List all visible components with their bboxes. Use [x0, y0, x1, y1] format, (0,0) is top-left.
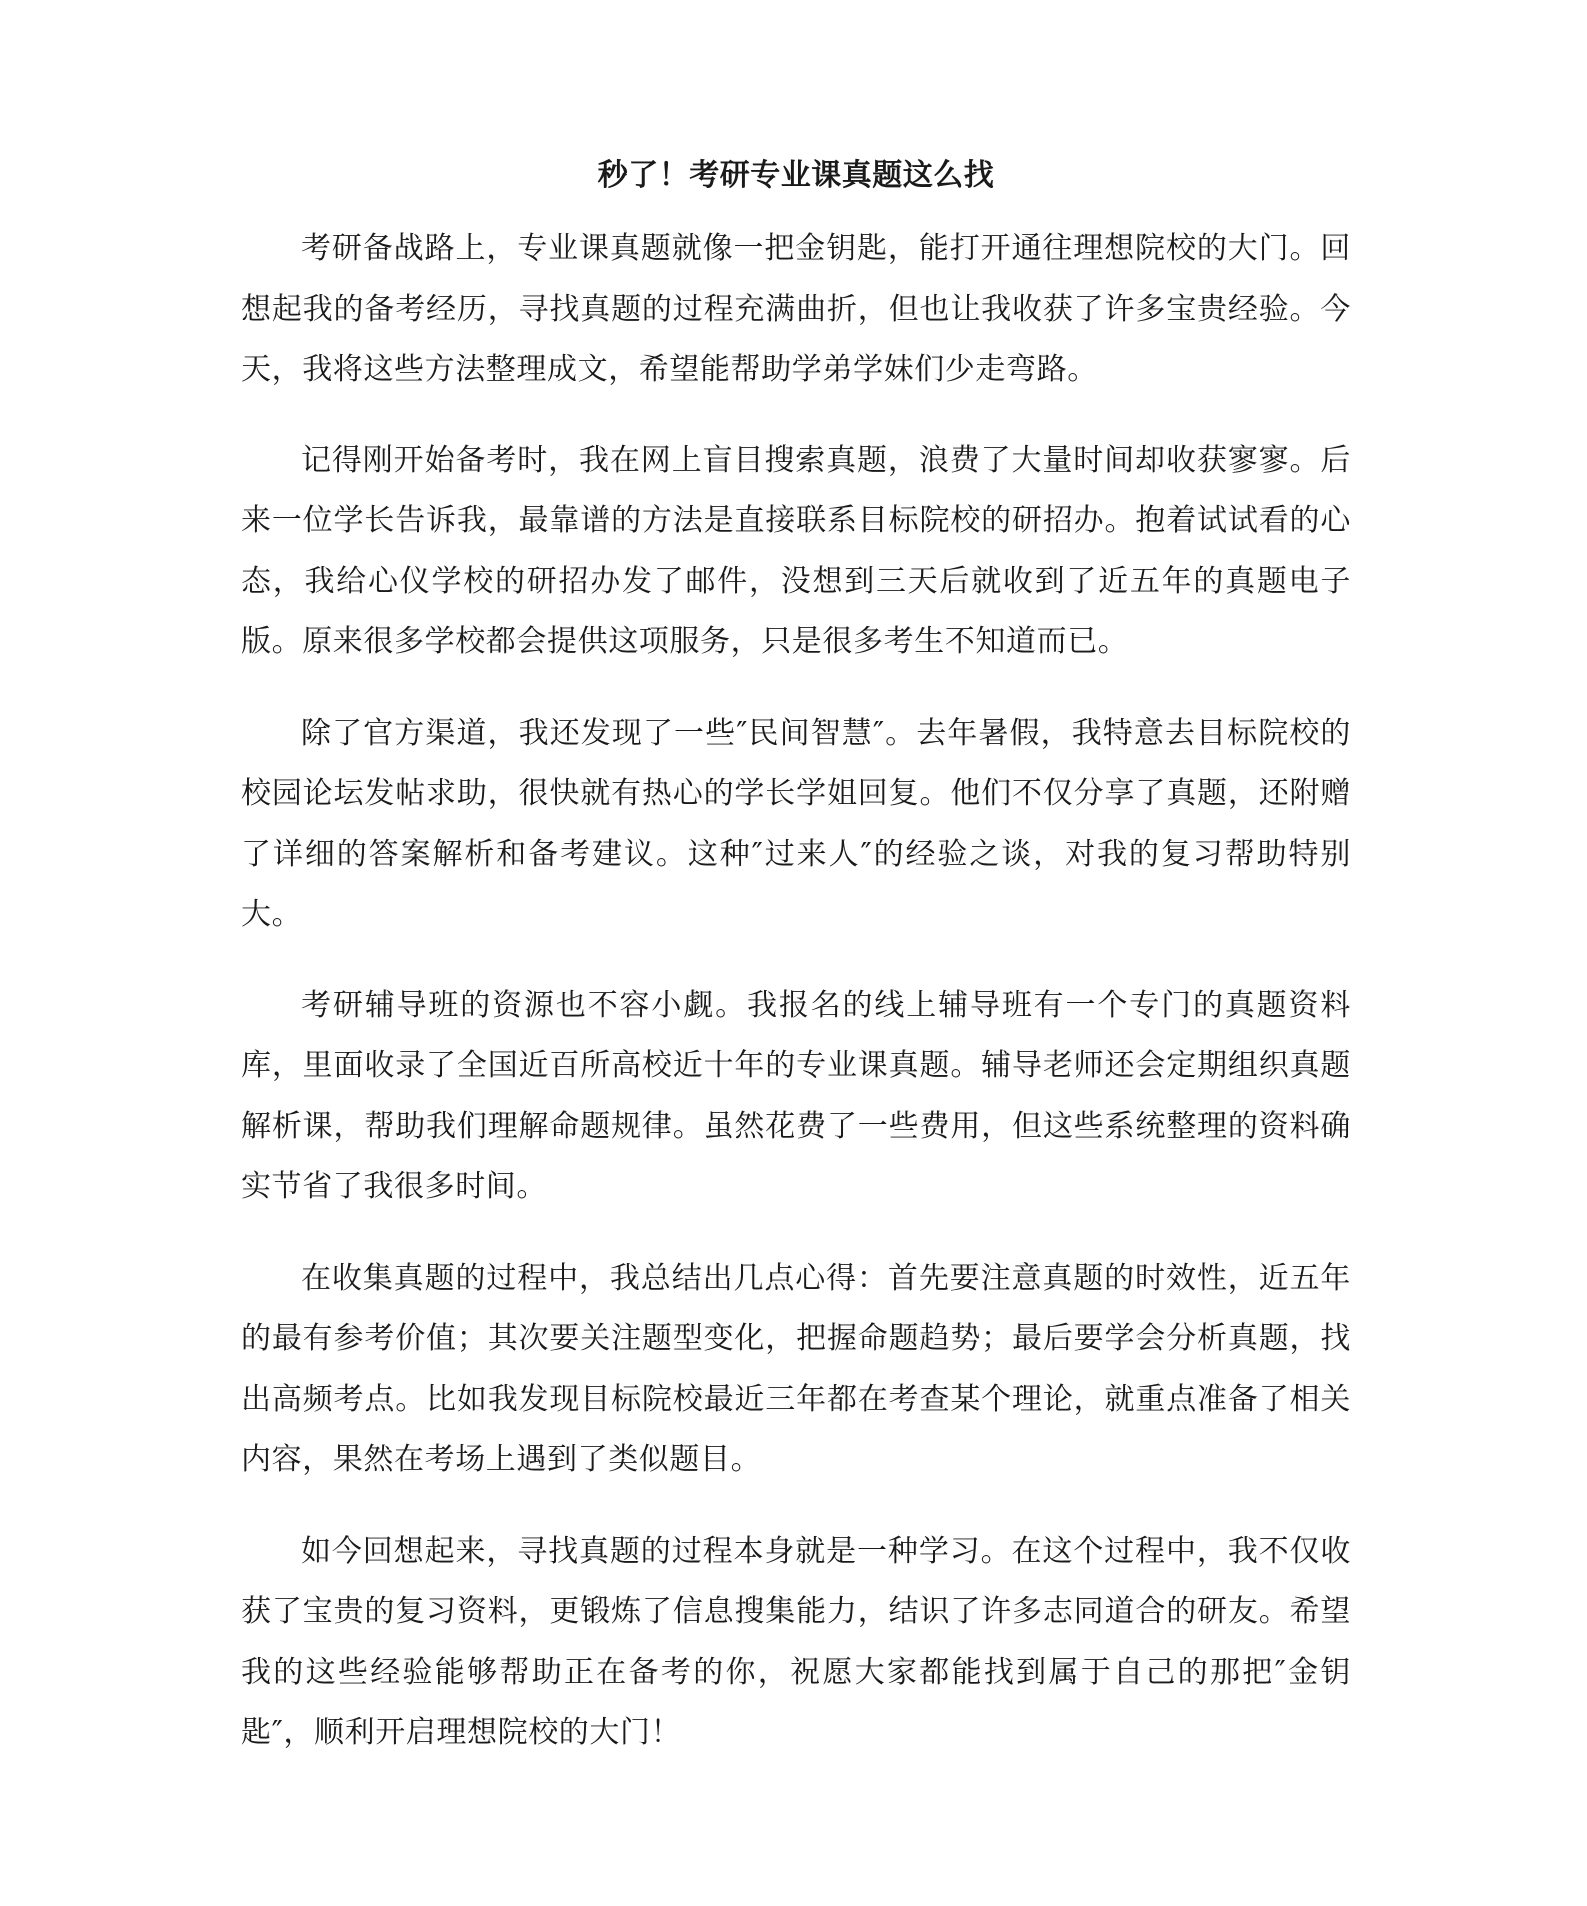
document-title: 秒了！考研专业课真题这么找 [597, 158, 995, 193]
paragraph-2: 记得刚开始备考时，我在网上盲目搜索真题，浪费了大量时间却收获寥寥。后来一位学长告诉我，最靠谱的方法是直接联系目标院校的研招办。抱着试试看的心态，我给心仪学校的研招办发了邮件，没想到三天后就收到了近五年的真题电子版。原来很多学校都会提供这项服务，只是很多考生不知道而已。 [241, 442, 1351, 659]
paragraph-1: 考研备战路上，专业课真题就像一把金钥匙，能打开通往理想院校的大门。回想起我的备考经历，寻找真题的过程充满曲折，但也让我收获了许多宝贵经验。今天，我将这些方法整理成文，希望能帮助学弟学妹们少走弯路。 [241, 231, 1351, 387]
document-body [241, 148, 1351, 1764]
paragraph-5: 在收集真题的过程中，我总结出几点心得：首先要注意真题的时效性，近五年的最有参考价值；其次要关注题型变化，把握命题趋势；最后要学会分析真题，找出高频考点。比如我发现目标院校最近三年都在考查某个理论，就重点准备了相关内容，果然在考场上遇到了类似题目。 [241, 1260, 1351, 1477]
paragraph-6: 如今回想起来，寻找真题的过程本身就是一种学习。在这个过程中，我不仅收获了宝贵的复习资料，更锻炼了信息搜集能力，结识了许多志同道合的研友。希望我的这些经验能够帮助正在备考的你，祝愿大家都能找到属于自己的那把″金钥匙″，顺利开启理想院校的大门！ [241, 1533, 1351, 1750]
paragraph-4: 考研辅导班的资源也不容小觑。我报名的线上辅导班有一个专门的真题资料库，里面收录了全国近百所高校近十年的专业课真题。辅导老师还会定期组织真题解析课，帮助我们理解命题规律。虽然花费了一些费用，但这些系统整理的资料确实节省了我很多时间。 [241, 987, 1351, 1204]
paragraph-3: 除了官方渠道，我还发现了一些″民间智慧″。去年暑假，我特意去目标院校的校园论坛发帖求助，很快就有热心的学长学姐回复。他们不仅分享了真题，还附赠了详细的答案解析和备考建议。这种″过来人″的经验之谈，对我的复习帮助特别大。 [241, 715, 1351, 932]
